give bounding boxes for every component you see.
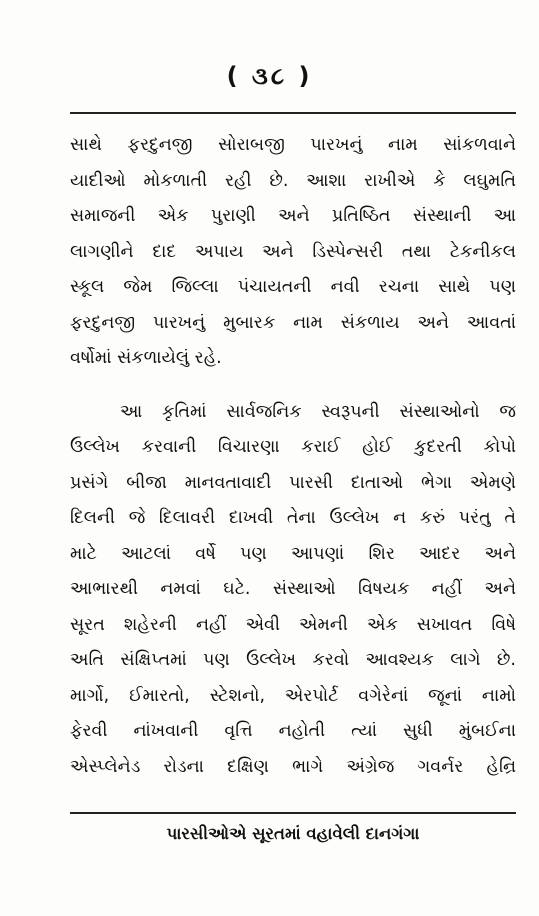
text-line: યાદીઓ મોકળાતી રહી છે. આશા રાખીએ કે લઘુમતિ	[70, 170, 516, 191]
text-line: માર્ગો, ઈમારતો, સ્ટેશનો, એરપોર્ટ વગેરેનાં જૂનાં નામો	[70, 685, 516, 706]
running-footer-title: પારસીઓએ સૂરતમાં વહાવેલી દાનગંગા	[166, 824, 420, 843]
paragraph-spacer	[70, 377, 516, 395]
body-text	[70, 128, 516, 785]
text-line: આ કૃતિમાં સાર્વજનિક સ્વરૂપની સંસ્થાઓનો જ	[120, 401, 516, 422]
text-line: સાથે ફરદુનજી સોરાબજી પારખનું નામ સાંકળવાને	[70, 135, 516, 155]
page-number: ( ૩૮ )	[226, 62, 313, 90]
header-rule	[70, 112, 516, 114]
text-line: ફરદુનજી પારખનું મુબારક નામ સંકળાય અને આવતાં	[70, 312, 516, 333]
paragraph-1	[70, 128, 516, 377]
text-line: આભારથી નમવાં ઘટે. સંસ્થાઓ વિષયક નહીં અને	[70, 579, 516, 599]
text-line: સમાજની એક પુરાણી અને પ્રતિષ્ઠિત સંસ્થાની આ	[70, 206, 516, 226]
text-line: પ્રસંગે બીજા માનવતાવાદી પારસી દાતાઓ ભેગા એમણે	[70, 472, 516, 493]
text-line: ફેરવી નાંખવાની વૃત્તિ નહોતી ત્યાં સુધી મુંબઈના	[70, 721, 516, 741]
text-line: સ્કૂલ જેમ જિલ્લા પંચાયતની નવી રચના સાથે પણ	[70, 277, 516, 297]
text-line: દિલની જે દિલાવરી દાખવી તેના ઉલ્લેખ ન કરું પરંતુ તે	[70, 508, 516, 528]
text-line: અતિ સંક્ષિપ્તમાં પણ ઉલ્લેખ કરવો આવશ્યક લાગે છે.	[70, 650, 516, 670]
text-line: માટે આટલાં વર્ષે પણ આપણાં શિર આદર અને	[70, 543, 516, 564]
text-line: વર્ષોમાં સંકળાયેલું રહે.	[70, 348, 222, 368]
text-line: એસ્પ્લેનેડ રોડના દક્ષિણ ભાગે અંગ્રેજ ગવર્નર હેન્રિ	[70, 756, 516, 777]
text-line: સૂરત શહેરની નહીં એવી એમની એક સખાવત વિષે	[70, 614, 516, 635]
text-line: ઉલ્લેખ કરવાની વિચારણા કરાઈ હોઈ કુદરતી કોપો	[70, 437, 516, 457]
footer-rule	[70, 812, 516, 814]
paragraph-2	[70, 395, 516, 786]
text-line: લાગણીને દાદ અપાય અને ડિસ્પેન્સરી તથા ટેકનીકલ	[70, 241, 516, 262]
